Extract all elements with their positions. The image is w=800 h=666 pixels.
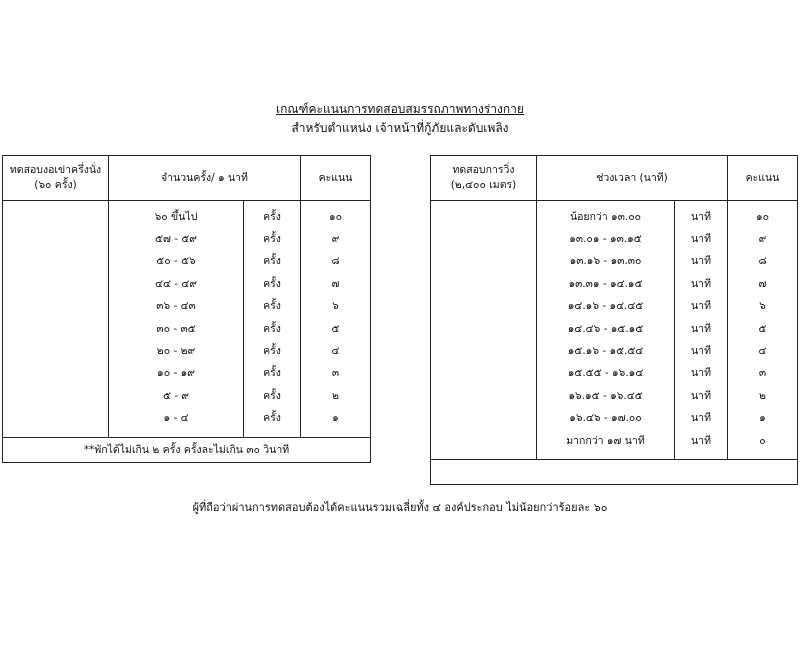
situp-unit-cell: ครั้ง bbox=[244, 250, 301, 272]
situp-unit-cell: ครั้ง bbox=[244, 227, 301, 249]
run-row bbox=[431, 272, 798, 294]
situp-score-cell: ๗ bbox=[331, 277, 340, 290]
situp-score-cell: ๒ bbox=[332, 389, 339, 402]
run-unit-cell: นาที bbox=[675, 295, 728, 317]
run-range-cell: มากกว่า ๑๗ นาที bbox=[537, 429, 675, 451]
situp-empty-cell bbox=[3, 407, 109, 429]
situp-unit-cell: ครั้ง bbox=[244, 362, 301, 384]
situp-header-row bbox=[3, 156, 371, 201]
situp-score-cell: ๔ bbox=[331, 345, 340, 358]
run-empty-cell bbox=[431, 250, 537, 272]
page-subtitle: สำหรับตำแหน่ง เจ้าหน้าที่กู้ภัยและดับเพลิง bbox=[291, 121, 509, 135]
run-range-cell: ๑๖.๔๖ - ๑๗.๐๐ bbox=[537, 407, 675, 429]
run-row bbox=[431, 362, 798, 384]
situp-range-cell: ๕๗ - ๕๙ bbox=[109, 227, 244, 249]
situp-range-cell: ๔๔ - ๔๙ bbox=[109, 272, 244, 294]
run-row bbox=[431, 429, 798, 451]
situp-score-cell: ๕ bbox=[331, 322, 340, 335]
run-empty-cell bbox=[431, 429, 537, 451]
situp-range-cell: ๖๐ ขึ้นไป bbox=[109, 205, 244, 227]
run-test-name: ทดสอบการวิ่ง bbox=[452, 164, 515, 176]
situp-empty-cell bbox=[3, 227, 109, 249]
situp-count-header: จำนวนครั้ง/ ๑ นาที bbox=[109, 156, 301, 201]
situp-empty-cell bbox=[3, 362, 109, 384]
situp-score-table bbox=[2, 155, 371, 463]
run-unit-cell: นาที bbox=[675, 362, 728, 384]
situp-row bbox=[3, 250, 371, 272]
run-empty-cell bbox=[431, 407, 537, 429]
run-header-row bbox=[431, 156, 798, 201]
run-spacer-cell bbox=[728, 451, 798, 460]
run-score-header: คะแนน bbox=[728, 156, 798, 201]
run-spacer-cell bbox=[431, 451, 537, 460]
situp-footnote: **พักได้ไม่เกิน ๒ ครั้ง ครั้งละไม่เกิน ๓๐ วินาที bbox=[3, 437, 371, 462]
situp-footnote-row bbox=[3, 437, 371, 462]
run-empty-cell bbox=[431, 272, 537, 294]
run-unit-cell: นาที bbox=[675, 227, 728, 249]
run-score-cell: ๑๐ bbox=[755, 210, 770, 223]
situp-range-cell: ๕ - ๙ bbox=[109, 384, 244, 406]
situp-row bbox=[3, 362, 371, 384]
run-unit-cell: นาที bbox=[675, 250, 728, 272]
situp-unit-cell: ครั้ง bbox=[244, 407, 301, 429]
situp-range-cell: ๑ - ๔ bbox=[109, 407, 244, 429]
run-score-cell: ๔ bbox=[758, 345, 767, 358]
situp-empty-cell bbox=[3, 250, 109, 272]
passing-criteria-note: ผู้ที่ถือว่าผ่านการทดสอบต้องได้คะแนนรวมเฉลี่ยทั้ง ๔ องค์ประกอบ ไม่น้อยกว่าร้อยละ ๖๐ bbox=[192, 501, 608, 514]
situp-table-body bbox=[3, 201, 371, 438]
situp-range-cell: ๑๐ - ๑๙ bbox=[109, 362, 244, 384]
run-empty-cell bbox=[431, 295, 537, 317]
situp-row bbox=[3, 407, 371, 429]
situp-empty-cell bbox=[3, 295, 109, 317]
situp-score-cell: ๑๐ bbox=[328, 210, 343, 223]
situp-score-cell: ๘ bbox=[331, 255, 340, 268]
situp-row bbox=[3, 205, 371, 227]
situp-unit-cell: ครั้ง bbox=[244, 295, 301, 317]
run-spacer-cell bbox=[537, 451, 675, 460]
situp-row bbox=[3, 317, 371, 339]
situp-empty-cell bbox=[3, 272, 109, 294]
run-range-cell: ๑๕.๕๕ - ๑๖.๑๔ bbox=[537, 362, 675, 384]
run-score-cell: ๐ bbox=[759, 434, 766, 447]
run-range-cell: ๑๕.๑๖ - ๑๕.๕๔ bbox=[537, 339, 675, 361]
run-table-body bbox=[431, 201, 798, 460]
run-empty-cell bbox=[431, 339, 537, 361]
run-row bbox=[431, 295, 798, 317]
run-score-cell: ๙ bbox=[758, 233, 767, 246]
situp-spacer-cell bbox=[244, 429, 301, 438]
situp-unit-cell: ครั้ง bbox=[244, 317, 301, 339]
run-empty-cell bbox=[431, 384, 537, 406]
run-range-cell: ๑๓.๐๑ - ๑๓.๑๕ bbox=[537, 227, 675, 249]
situp-score-header: คะแนน bbox=[301, 156, 371, 201]
situp-unit-cell: ครั้ง bbox=[244, 339, 301, 361]
situp-test-name: ทดสอบงอเข่าครึ่งนั่ง bbox=[9, 164, 102, 176]
situp-empty-cell bbox=[3, 339, 109, 361]
situp-spacer-row bbox=[3, 429, 371, 438]
run-time-header: ช่วงเวลา (นาที) bbox=[537, 156, 728, 201]
page-title: เกณฑ์คะแนนการทดสอบสมรรถภาพทางร่างกาย bbox=[276, 102, 524, 116]
run-range-cell: ๑๓.๓๑ - ๑๔.๑๕ bbox=[537, 272, 675, 294]
situp-score-cell: ๓ bbox=[331, 367, 340, 380]
run-unit-cell: นาที bbox=[675, 429, 728, 451]
situp-test-target: (๖๐ ครั้ง) bbox=[34, 179, 77, 191]
run-unit-cell: นาที bbox=[675, 205, 728, 227]
run-empty-cell bbox=[431, 362, 537, 384]
run-score-cell: ๖ bbox=[759, 300, 766, 313]
run-row bbox=[431, 317, 798, 339]
situp-unit-cell: ครั้ง bbox=[244, 272, 301, 294]
run-footnote-row bbox=[431, 460, 798, 485]
situp-empty-cell bbox=[3, 384, 109, 406]
run-empty-cell bbox=[431, 227, 537, 249]
situp-score-cell: ๑ bbox=[332, 412, 339, 425]
run-range-cell: ๑๓.๑๖ - ๑๓.๓๐ bbox=[537, 250, 675, 272]
run-unit-cell: นาที bbox=[675, 317, 728, 339]
run-score-cell: ๒ bbox=[759, 389, 766, 402]
run-range-cell: ๑๔.๑๖ - ๑๔.๔๕ bbox=[537, 295, 675, 317]
run-unit-cell: นาที bbox=[675, 339, 728, 361]
run-empty-cell bbox=[431, 205, 537, 227]
situp-row bbox=[3, 272, 371, 294]
situp-score-cell: ๖ bbox=[332, 300, 339, 313]
run-footnote-empty bbox=[431, 460, 798, 485]
situp-row bbox=[3, 339, 371, 361]
situp-range-cell: ๕๐ - ๕๖ bbox=[109, 250, 244, 272]
situp-range-cell: ๓๖ - ๔๓ bbox=[109, 295, 244, 317]
situp-spacer-cell bbox=[109, 429, 244, 438]
situp-empty-cell bbox=[3, 205, 109, 227]
situp-score-cell: ๙ bbox=[331, 233, 340, 246]
run-unit-cell: นาที bbox=[675, 272, 728, 294]
run-score-cell: ๘ bbox=[758, 255, 767, 268]
run-unit-cell: นาที bbox=[675, 407, 728, 429]
situp-row bbox=[3, 227, 371, 249]
run-row bbox=[431, 227, 798, 249]
situp-unit-cell: ครั้ง bbox=[244, 384, 301, 406]
situp-spacer-cell bbox=[3, 429, 109, 438]
run-score-table bbox=[430, 155, 798, 485]
run-row bbox=[431, 384, 798, 406]
run-test-distance: (๒,๔๐๐ เมตร) bbox=[450, 179, 517, 191]
run-row bbox=[431, 407, 798, 429]
situp-spacer-cell bbox=[301, 429, 371, 438]
situp-range-cell: ๓๐ - ๓๕ bbox=[109, 317, 244, 339]
run-test-header bbox=[431, 156, 537, 201]
run-spacer-cell bbox=[675, 451, 728, 460]
run-score-cell: ๑ bbox=[759, 412, 766, 425]
situp-empty-cell bbox=[3, 317, 109, 339]
run-empty-cell bbox=[431, 317, 537, 339]
run-score-cell: ๗ bbox=[758, 277, 767, 290]
situp-test-header bbox=[3, 156, 109, 201]
run-row bbox=[431, 250, 798, 272]
run-spacer-row bbox=[431, 451, 798, 460]
run-score-cell: ๕ bbox=[758, 322, 767, 335]
situp-unit-cell: ครั้ง bbox=[244, 205, 301, 227]
run-range-cell: ๑๔.๔๖ - ๑๕.๑๕ bbox=[537, 317, 675, 339]
run-range-cell: ๑๖.๑๕ - ๑๖.๔๕ bbox=[537, 384, 675, 406]
situp-range-cell: ๒๐ - ๒๙ bbox=[109, 339, 244, 361]
run-row bbox=[431, 339, 798, 361]
run-row bbox=[431, 205, 798, 227]
run-unit-cell: นาที bbox=[675, 384, 728, 406]
run-range-cell: น้อยกว่า ๑๓.๐๐ bbox=[537, 205, 675, 227]
situp-row bbox=[3, 384, 371, 406]
run-score-cell: ๓ bbox=[758, 367, 767, 380]
situp-row bbox=[3, 295, 371, 317]
